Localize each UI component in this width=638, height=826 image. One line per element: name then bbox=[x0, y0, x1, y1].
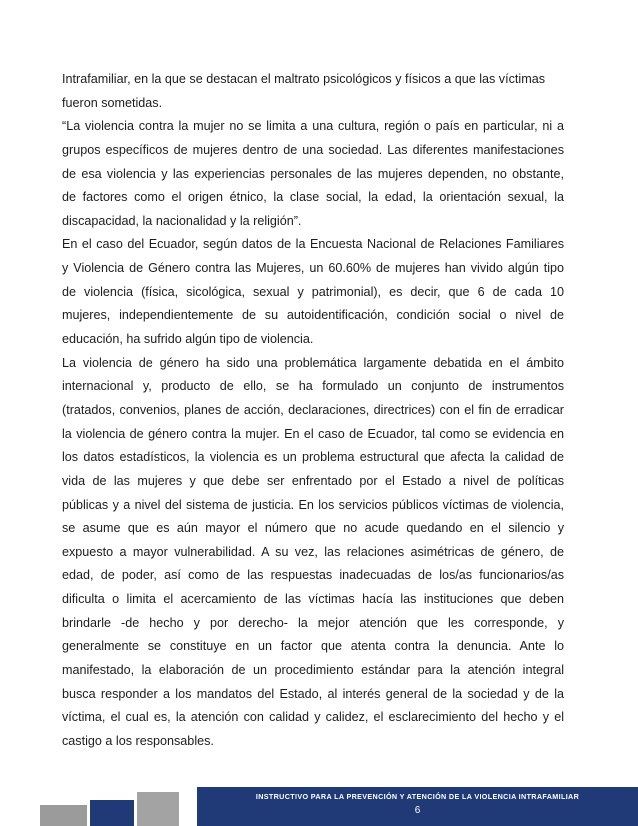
footer-gray-block-right bbox=[137, 792, 179, 826]
text-line: de violencia (física, sicológica, sexual y patrimonial), es decir, que 6 de cada 10 bbox=[62, 284, 564, 299]
footer-title: INSTRUCTIVO PARA LA PREVENCIÓN Y ATENCIÓN DE LA VIOLENCIA INTRAFAMILIAR bbox=[255, 792, 580, 801]
footer-bar bbox=[197, 787, 638, 826]
text-line: castigo a los responsables. bbox=[62, 733, 214, 748]
text-line: de esa violencia y las experiencias personales de las mujeres dependen, no obstante, bbox=[62, 166, 564, 181]
text-line: de factores como el origen étnico, la clase social, la edad, la orientación sexual, la bbox=[62, 190, 564, 205]
text-line: (tratados, convenios, planes de acción, declaraciones, directrices) con el fin de erradicar bbox=[62, 402, 564, 417]
text-line: grupos específicos de mujeres dentro de una sociedad. Las diferentes manifestaciones bbox=[62, 142, 564, 157]
text-line: brindarle -de hecho y por derecho- la mejor atención que les corresponde, y bbox=[62, 615, 564, 630]
text-line: busca responder a los mandatos del Estado, al interés general de la sociedad y de la bbox=[62, 686, 564, 701]
text-line: manifestado, la elaboración de un procedimiento estándar para la atención integral bbox=[62, 663, 564, 678]
document-body bbox=[62, 68, 564, 754]
text-line: discapacidad, la nacionalidad y la religión”. bbox=[62, 213, 302, 228]
footer-gray-block-left bbox=[40, 805, 87, 826]
text-line: la violencia de género contra la mujer. En el caso de Ecuador, tal como se evidencia en bbox=[62, 426, 564, 441]
text-line: internacional y, producto de ello, se ha formulado un conjunto de instrumentos bbox=[62, 379, 564, 394]
text-line: dificulta o limita el acercamiento de las víctimas hacía las instituciones que deben bbox=[62, 592, 564, 607]
text-line: fueron sometidas. bbox=[62, 95, 163, 110]
text-line: y Violencia de Género contra las Mujeres, un 60.60% de mujeres han vivido algún tipo bbox=[62, 261, 564, 276]
text-line: generalmente se constituye en un factor que atenta contra la denuncia. Ante lo bbox=[62, 639, 564, 654]
text-line: expuesto a mayor vulnerabilidad. A su vez, las relaciones asimétricas de género, de bbox=[62, 544, 564, 559]
text-line: los datos estadísticos, la violencia es un problema estructural que afecta la calidad de bbox=[62, 450, 564, 465]
text-line: edad, de poder, así como de las respuestas inadecuadas de los/as funcionarios/as bbox=[62, 568, 564, 583]
text-line: vida de las mujeres y que debe ser enfrentado por el Estado a nivel de políticas bbox=[62, 473, 564, 488]
text-line: mujeres, independientemente de su autoidentificación, condición social o nivel de bbox=[62, 308, 564, 323]
text-line: En el caso del Ecuador, según datos de la Encuesta Nacional de Relaciones Familiares bbox=[62, 237, 564, 252]
text-line: “La violencia contra la mujer no se limita a una cultura, región o país en particular, ni a bbox=[62, 119, 564, 134]
footer-blue-block bbox=[90, 800, 134, 826]
text-line: se asume que es aún mayor el número que no acude quedando en el silencio y bbox=[62, 521, 564, 536]
text-line: La violencia de género ha sido una problemática largamente debatida en el ámbito bbox=[62, 355, 564, 370]
text-line: Intrafamiliar, en la que se destacan el maltrato psicológicos y físicos a que las víctimas bbox=[62, 72, 545, 86]
text-line: públicas y a nivel del sistema de justicia. En los servicios públicos víctimas de violencia, bbox=[62, 497, 564, 512]
page-number: 6 bbox=[414, 805, 421, 816]
text-line: educación, ha sufrido algún tipo de violencia. bbox=[62, 332, 314, 347]
text-line: víctima, el cual es, la atención con calidad y calidez, el esclarecimiento del hecho y el bbox=[62, 710, 564, 725]
